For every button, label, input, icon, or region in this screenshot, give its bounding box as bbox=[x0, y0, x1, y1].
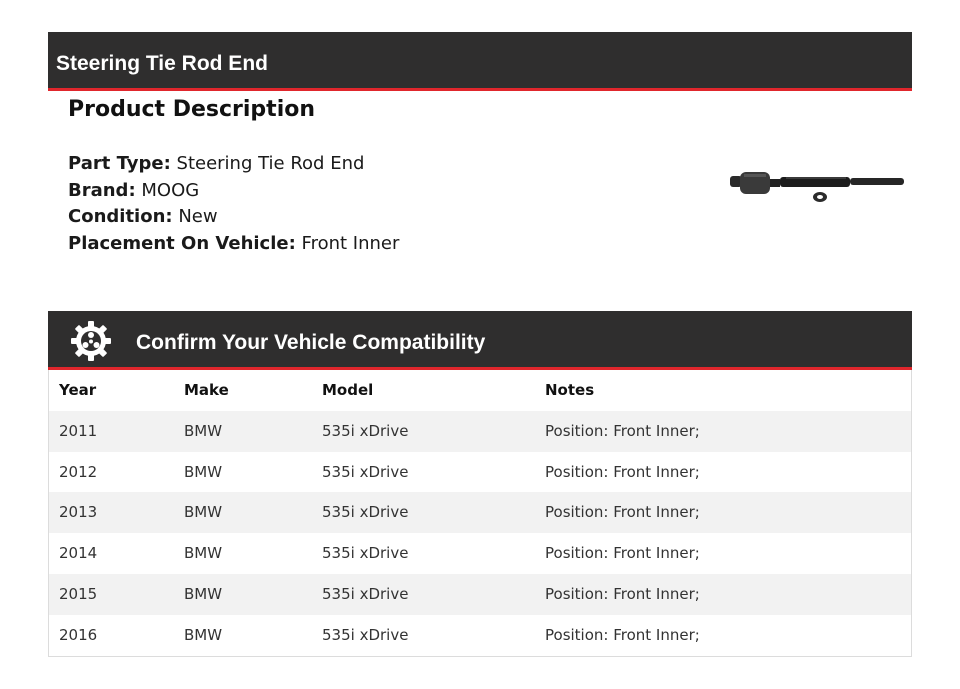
table-row bbox=[49, 492, 911, 533]
attr-label: Placement On Vehicle: bbox=[68, 232, 296, 254]
attr-placement bbox=[68, 231, 399, 258]
attr-label: Condition: bbox=[68, 206, 173, 227]
cell-notes: Position: Front Inner; bbox=[545, 625, 700, 644]
column-header-notes: Notes bbox=[545, 381, 595, 399]
table-row bbox=[49, 452, 911, 493]
compatibility-title-bar bbox=[48, 311, 912, 370]
cell-model: 535i xDrive bbox=[322, 544, 409, 563]
cell-make: BMW bbox=[184, 625, 223, 644]
attr-label: Brand: bbox=[68, 179, 136, 201]
attr-value: Front Inner bbox=[301, 232, 400, 254]
column-header-make: Make bbox=[184, 381, 229, 399]
attr-brand bbox=[68, 178, 399, 205]
cell-make: BMW bbox=[184, 544, 223, 563]
column-header-year: Year bbox=[59, 381, 97, 399]
table-header-row bbox=[49, 370, 911, 411]
cell-model: 535i xDrive bbox=[322, 584, 409, 603]
product-title: Steering Tie Rod End bbox=[56, 52, 268, 75]
cell-notes: Position: Front Inner; bbox=[545, 584, 700, 603]
cell-notes: Position: Front Inner; bbox=[545, 462, 700, 481]
product-image bbox=[726, 160, 908, 208]
cell-year: 2015 bbox=[59, 584, 98, 603]
gear-icon bbox=[70, 320, 112, 362]
attr-value: Steering Tie Rod End bbox=[176, 153, 365, 174]
cell-year: 2011 bbox=[59, 421, 98, 440]
table-row bbox=[49, 533, 911, 574]
product-title-bar bbox=[48, 32, 912, 91]
column-header-model: Model bbox=[322, 381, 374, 399]
attr-value: MOOG bbox=[141, 179, 200, 201]
cell-model: 535i xDrive bbox=[322, 462, 409, 481]
cell-year: 2013 bbox=[59, 503, 98, 522]
cell-notes: Position: Front Inner; bbox=[545, 421, 700, 440]
table-row bbox=[49, 574, 911, 615]
cell-make: BMW bbox=[184, 584, 223, 603]
cell-year: 2014 bbox=[59, 544, 98, 563]
compatibility-table bbox=[48, 370, 912, 657]
compatibility-title: Confirm Your Vehicle Compatibility bbox=[136, 331, 486, 354]
cell-make: BMW bbox=[184, 503, 223, 522]
product-description-heading: Product Description bbox=[68, 97, 316, 122]
table-row bbox=[49, 615, 911, 656]
attr-part-type bbox=[68, 151, 399, 178]
cell-model: 535i xDrive bbox=[322, 421, 409, 440]
cell-year: 2016 bbox=[59, 625, 98, 644]
cell-model: 535i xDrive bbox=[322, 625, 409, 644]
cell-notes: Position: Front Inner; bbox=[545, 544, 700, 563]
cell-make: BMW bbox=[184, 462, 223, 481]
table-row bbox=[49, 411, 911, 452]
product-attributes bbox=[68, 151, 399, 257]
attr-label: Part Type: bbox=[68, 153, 171, 174]
cell-model: 535i xDrive bbox=[322, 503, 409, 522]
cell-make: BMW bbox=[184, 421, 223, 440]
cell-year: 2012 bbox=[59, 462, 98, 481]
attr-condition bbox=[68, 204, 399, 231]
cell-notes: Position: Front Inner; bbox=[545, 503, 700, 522]
attr-value: New bbox=[178, 206, 218, 227]
